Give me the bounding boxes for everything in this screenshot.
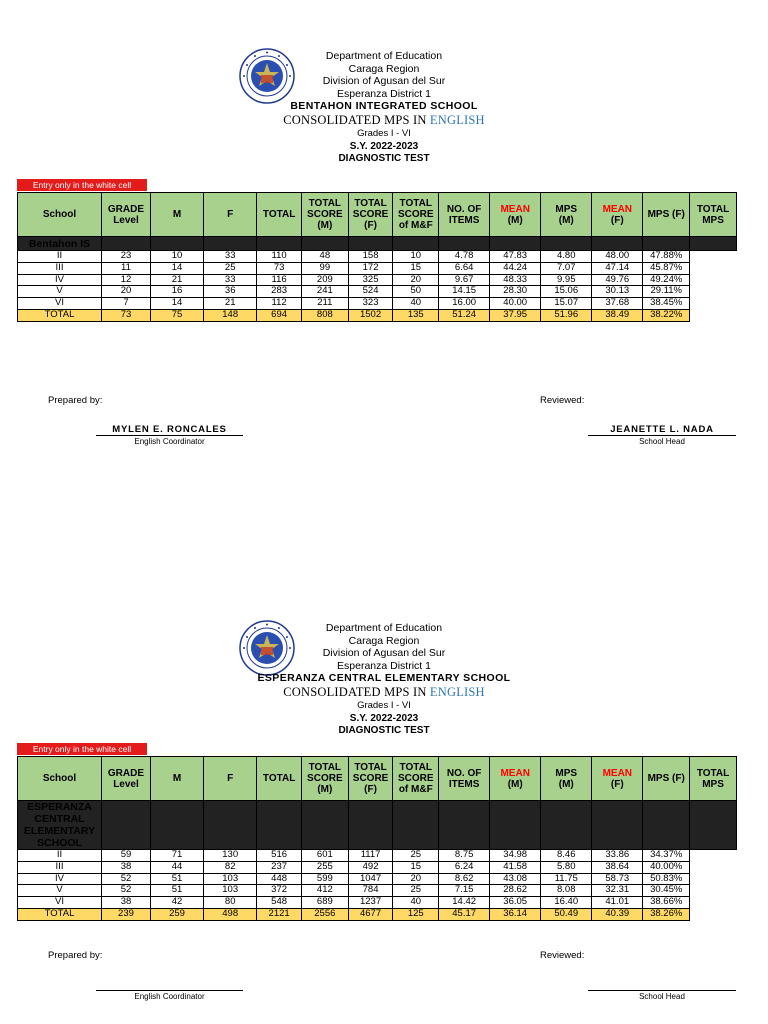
table-row bbox=[18, 251, 737, 263]
table-cell: 73 bbox=[257, 262, 302, 274]
table-cell: 71 bbox=[150, 850, 203, 862]
table-cell: 40 bbox=[393, 298, 439, 310]
table-cell: 283 bbox=[257, 286, 302, 298]
table-cell: 41.58 bbox=[490, 861, 541, 873]
table-row bbox=[18, 274, 737, 286]
table-cell: 9.95 bbox=[541, 274, 592, 286]
col-total: TOTAL bbox=[257, 193, 302, 237]
total-cell: 38.49 bbox=[592, 309, 643, 321]
table-cell: 42 bbox=[150, 897, 203, 909]
table-cell: 34.37% bbox=[643, 850, 690, 862]
total-row bbox=[18, 309, 737, 321]
table-cell: 14 bbox=[150, 298, 203, 310]
table-cell: 130 bbox=[204, 850, 257, 862]
table-cell: 8.46 bbox=[541, 850, 592, 862]
table-cell: 172 bbox=[348, 262, 393, 274]
prepared-signature bbox=[96, 424, 243, 447]
table-cell: 16 bbox=[150, 286, 203, 298]
reviewed-signature bbox=[588, 424, 736, 447]
col-mps-m: MPS (M) bbox=[541, 757, 592, 801]
blank-row bbox=[18, 801, 737, 850]
table-cell: 9.67 bbox=[439, 274, 490, 286]
col-f: F bbox=[204, 193, 257, 237]
table-cell: 1237 bbox=[348, 897, 393, 909]
table-cell: 11.75 bbox=[541, 873, 592, 885]
total-cell: 38.26% bbox=[643, 908, 690, 920]
division-name: Division of Agusan del Sur bbox=[322, 647, 446, 660]
table-cell: 103 bbox=[204, 873, 257, 885]
table-cell: 32.31 bbox=[592, 885, 643, 897]
mps-table bbox=[17, 756, 737, 921]
table-cell: 33 bbox=[204, 251, 257, 263]
table-cell: 37.68 bbox=[592, 298, 643, 310]
table-cell: 28.30 bbox=[490, 286, 541, 298]
table-cell: 689 bbox=[301, 897, 348, 909]
table-cell: 36.05 bbox=[490, 897, 541, 909]
reviewed-signature bbox=[588, 979, 736, 1002]
total-cell: 2121 bbox=[257, 908, 302, 920]
table-cell: 30.45% bbox=[643, 885, 690, 897]
table-cell: 7.07 bbox=[541, 262, 592, 274]
table-cell: 524 bbox=[348, 286, 393, 298]
total-cell: 498 bbox=[204, 908, 257, 920]
prepared-signature bbox=[96, 979, 243, 1002]
table-cell: 784 bbox=[348, 885, 393, 897]
school-name: ESPERANZA CENTRAL ELEMENTARY SCHOOL bbox=[257, 672, 511, 685]
table-cell: 323 bbox=[348, 298, 393, 310]
table-cell: VI bbox=[18, 897, 102, 909]
table-cell: 8.75 bbox=[439, 850, 490, 862]
total-cell: 4677 bbox=[348, 908, 393, 920]
table-cell: 14.15 bbox=[439, 286, 490, 298]
report-title-prefix: CONSOLIDATED MPS IN bbox=[283, 112, 430, 127]
total-cell: 51.24 bbox=[439, 309, 490, 321]
reviewed-label: Reviewed: bbox=[540, 950, 585, 961]
test-name: DIAGNOSTIC TEST bbox=[338, 153, 430, 165]
total-cell: 148 bbox=[204, 309, 257, 321]
table-cell: 325 bbox=[348, 274, 393, 286]
table-cell: 14 bbox=[150, 262, 203, 274]
school-year: S.Y. 2022-2023 bbox=[349, 712, 419, 724]
table-cell: V bbox=[18, 885, 102, 897]
col-total-score-f: TOTAL SCORE (F) bbox=[348, 193, 393, 237]
table-cell: 47.14 bbox=[592, 262, 643, 274]
table-cell: 25 bbox=[204, 262, 257, 274]
mps-table bbox=[17, 192, 737, 322]
table-cell: 15 bbox=[393, 861, 439, 873]
col-school: School bbox=[18, 193, 102, 237]
table-cell: 44.24 bbox=[490, 262, 541, 274]
table-cell: 4.78 bbox=[439, 251, 490, 263]
school-name: BENTAHON INTEGRATED SCHOOL bbox=[290, 100, 478, 113]
prepared-by-label: Prepared by: bbox=[48, 950, 103, 961]
table-cell: 15 bbox=[393, 262, 439, 274]
table-cell: 211 bbox=[301, 298, 348, 310]
table-cell: 8.62 bbox=[439, 873, 490, 885]
total-cell: 808 bbox=[301, 309, 348, 321]
report-header bbox=[200, 622, 568, 738]
table-cell: 28.62 bbox=[490, 885, 541, 897]
total-cell: 51.96 bbox=[541, 309, 592, 321]
table-cell: 52 bbox=[102, 885, 151, 897]
blank-row bbox=[18, 237, 737, 251]
table-cell: III bbox=[18, 861, 102, 873]
table-cell: 11 bbox=[102, 262, 151, 274]
report-title bbox=[200, 113, 568, 128]
table-cell: 255 bbox=[301, 861, 348, 873]
table-cell: 20 bbox=[393, 873, 439, 885]
table-cell: 6.64 bbox=[439, 262, 490, 274]
region-name: Caraga Region bbox=[348, 62, 420, 75]
grade-rows bbox=[18, 251, 737, 310]
department-name: Department of Education bbox=[325, 622, 443, 634]
table-cell: 601 bbox=[301, 850, 348, 862]
col-f: F bbox=[204, 757, 257, 801]
table-row bbox=[18, 861, 737, 873]
col-total-score-m: TOTAL SCORE (M) bbox=[301, 193, 348, 237]
table-cell: 23 bbox=[102, 251, 151, 263]
table-cell: 40.00% bbox=[643, 861, 690, 873]
reviewed-label: Reviewed: bbox=[540, 395, 585, 406]
table-cell: 38.66% bbox=[643, 897, 690, 909]
table-cell: 43.08 bbox=[490, 873, 541, 885]
district-name: Esperanza District 1 bbox=[337, 87, 431, 100]
total-cell: 45.17 bbox=[439, 908, 490, 920]
reviewed-role: School Head bbox=[639, 992, 685, 1001]
table-cell: 45.87% bbox=[643, 262, 690, 274]
total-cell: 38.22% bbox=[643, 309, 690, 321]
table-cell: 412 bbox=[301, 885, 348, 897]
table-cell: VI bbox=[18, 298, 102, 310]
col-grade: GRADE Level bbox=[102, 193, 151, 237]
table-cell: 29.11% bbox=[643, 286, 690, 298]
table-cell: 51 bbox=[150, 873, 203, 885]
school-label: Bentahon IS bbox=[18, 237, 102, 251]
table-cell: 52 bbox=[102, 873, 151, 885]
table-cell: 4.80 bbox=[541, 251, 592, 263]
table-cell: 38.45% bbox=[643, 298, 690, 310]
total-cell: 75 bbox=[150, 309, 203, 321]
col-grade: GRADE Level bbox=[102, 757, 151, 801]
table-cell: 516 bbox=[257, 850, 302, 862]
table-cell: 15.06 bbox=[541, 286, 592, 298]
table-cell: 50.83% bbox=[643, 873, 690, 885]
grades-range: Grades I - VI bbox=[357, 699, 411, 711]
table-cell: IV bbox=[18, 873, 102, 885]
table-row bbox=[18, 286, 737, 298]
table-cell: 16.00 bbox=[439, 298, 490, 310]
table-cell: 237 bbox=[257, 861, 302, 873]
table-cell: 158 bbox=[348, 251, 393, 263]
table-cell: 38.64 bbox=[592, 861, 643, 873]
prepared-role: English Coordinator bbox=[134, 992, 205, 1001]
table-cell: 25 bbox=[393, 850, 439, 862]
grades-range: Grades I - VI bbox=[357, 127, 411, 139]
total-cell: TOTAL bbox=[18, 309, 102, 321]
report-title bbox=[200, 685, 568, 700]
total-cell: 1502 bbox=[348, 309, 393, 321]
table-cell: 372 bbox=[257, 885, 302, 897]
table-cell: 209 bbox=[301, 274, 348, 286]
table-cell: 20 bbox=[102, 286, 151, 298]
prepared-name-blank bbox=[96, 979, 243, 991]
table-row bbox=[18, 873, 737, 885]
col-school: School bbox=[18, 757, 102, 801]
table-cell: 7.15 bbox=[439, 885, 490, 897]
table-cell: II bbox=[18, 251, 102, 263]
table-cell: 33 bbox=[204, 274, 257, 286]
col-mean-f: MEAN (F) bbox=[592, 193, 643, 237]
report-title-prefix: CONSOLIDATED MPS IN bbox=[283, 684, 430, 699]
table-cell: 10 bbox=[150, 251, 203, 263]
col-total-score-m: TOTAL SCORE (M) bbox=[301, 757, 348, 801]
table-cell: 47.88% bbox=[643, 251, 690, 263]
table-cell: 116 bbox=[257, 274, 302, 286]
table-cell: 241 bbox=[301, 286, 348, 298]
col-items: NO. OF ITEMS bbox=[439, 193, 490, 237]
total-cell: 125 bbox=[393, 908, 439, 920]
district-name: Esperanza District 1 bbox=[337, 659, 431, 672]
total-cell: TOTAL bbox=[18, 908, 102, 920]
prepared-name: MYLEN E. RONCALES bbox=[96, 424, 243, 436]
table-header-row bbox=[18, 757, 737, 801]
table-cell: 51 bbox=[150, 885, 203, 897]
table-cell: 33.86 bbox=[592, 850, 643, 862]
table-cell: 49.76 bbox=[592, 274, 643, 286]
table-cell: II bbox=[18, 850, 102, 862]
table-cell: 103 bbox=[204, 885, 257, 897]
prepared-by-label: Prepared by: bbox=[48, 395, 103, 406]
table-cell: 25 bbox=[393, 885, 439, 897]
table-cell: 7 bbox=[102, 298, 151, 310]
col-mps-f: MPS (F) bbox=[643, 757, 690, 801]
col-total: TOTAL bbox=[257, 757, 302, 801]
table-cell: 59 bbox=[102, 850, 151, 862]
table-cell: 15.07 bbox=[541, 298, 592, 310]
reviewed-name-blank bbox=[588, 979, 736, 991]
subject-name: ENGLISH bbox=[429, 112, 485, 127]
table-cell: V bbox=[18, 286, 102, 298]
table-cell: 112 bbox=[257, 298, 302, 310]
table-cell: 6.24 bbox=[439, 861, 490, 873]
table-cell: 20 bbox=[393, 274, 439, 286]
division-name: Division of Agusan del Sur bbox=[322, 75, 446, 88]
table-cell: 8.08 bbox=[541, 885, 592, 897]
total-cell: 694 bbox=[257, 309, 302, 321]
table-cell: 21 bbox=[150, 274, 203, 286]
table-cell: 49.24% bbox=[643, 274, 690, 286]
table-row bbox=[18, 298, 737, 310]
table-cell: 1047 bbox=[348, 873, 393, 885]
table-row bbox=[18, 262, 737, 274]
table-cell: 21 bbox=[204, 298, 257, 310]
table-cell: 548 bbox=[257, 897, 302, 909]
school-year: S.Y. 2022-2023 bbox=[349, 140, 419, 152]
col-mps-f: MPS (F) bbox=[643, 193, 690, 237]
col-total-score-mf: TOTAL SCORE of M&F bbox=[393, 193, 439, 237]
table-cell: IV bbox=[18, 274, 102, 286]
table-cell: 82 bbox=[204, 861, 257, 873]
col-mean-m: MEAN (M) bbox=[490, 193, 541, 237]
table-cell: 492 bbox=[348, 861, 393, 873]
entry-note: Entry only in the white cell bbox=[17, 179, 147, 191]
table-cell: 110 bbox=[257, 251, 302, 263]
col-total-mps: TOTAL MPS bbox=[690, 193, 737, 237]
col-total-score-mf: TOTAL SCORE of M&F bbox=[393, 757, 439, 801]
table-cell: 80 bbox=[204, 897, 257, 909]
total-cell: 73 bbox=[102, 309, 151, 321]
col-m: M bbox=[150, 757, 203, 801]
table-row bbox=[18, 850, 737, 862]
table-cell: 16.40 bbox=[541, 897, 592, 909]
entry-note: Entry only in the white cell bbox=[17, 743, 147, 755]
col-m: M bbox=[150, 193, 203, 237]
col-items: NO. OF ITEMS bbox=[439, 757, 490, 801]
total-cell: 259 bbox=[150, 908, 203, 920]
table-cell: 48 bbox=[301, 251, 348, 263]
grade-rows bbox=[18, 850, 737, 909]
col-total-score-f: TOTAL SCORE (F) bbox=[348, 757, 393, 801]
table-header-row bbox=[18, 193, 737, 237]
table-cell: 1117 bbox=[348, 850, 393, 862]
total-cell: 50.49 bbox=[541, 908, 592, 920]
table-cell: 5.80 bbox=[541, 861, 592, 873]
table-cell: 40 bbox=[393, 897, 439, 909]
table-cell: 38 bbox=[102, 861, 151, 873]
total-cell: 135 bbox=[393, 309, 439, 321]
region-name: Caraga Region bbox=[348, 634, 420, 647]
total-cell: 2556 bbox=[301, 908, 348, 920]
school-label: ESPERANZA CENTRAL ELEMENTARY SCHOOL bbox=[18, 801, 102, 850]
table-cell: 36 bbox=[204, 286, 257, 298]
table-cell: 448 bbox=[257, 873, 302, 885]
prepared-role: English Coordinator bbox=[134, 437, 205, 446]
report-header bbox=[200, 50, 568, 166]
reviewed-role: School Head bbox=[639, 437, 685, 446]
table-cell: 599 bbox=[301, 873, 348, 885]
col-mean-f: MEAN (F) bbox=[592, 757, 643, 801]
total-cell: 36.14 bbox=[490, 908, 541, 920]
col-mps-m: MPS (M) bbox=[541, 193, 592, 237]
table-cell: 47.83 bbox=[490, 251, 541, 263]
table-cell: 48.00 bbox=[592, 251, 643, 263]
table-cell: 38 bbox=[102, 897, 151, 909]
reviewed-name: JEANETTE L. NADA bbox=[588, 424, 736, 436]
department-name: Department of Education bbox=[325, 50, 443, 62]
test-name: DIAGNOSTIC TEST bbox=[338, 725, 430, 737]
table-cell: 99 bbox=[301, 262, 348, 274]
table-cell: 41.01 bbox=[592, 897, 643, 909]
table-cell: 34.98 bbox=[490, 850, 541, 862]
table-cell: 50 bbox=[393, 286, 439, 298]
total-cell: 239 bbox=[102, 908, 151, 920]
col-mean-m: MEAN (M) bbox=[490, 757, 541, 801]
table-row bbox=[18, 885, 737, 897]
table-cell: 48.33 bbox=[490, 274, 541, 286]
table-cell: 30.13 bbox=[592, 286, 643, 298]
col-total-mps: TOTAL MPS bbox=[690, 757, 737, 801]
table-cell: 14.42 bbox=[439, 897, 490, 909]
subject-name: ENGLISH bbox=[429, 684, 485, 699]
total-cell: 37.95 bbox=[490, 309, 541, 321]
table-row bbox=[18, 897, 737, 909]
table-cell: 10 bbox=[393, 251, 439, 263]
table-cell: 12 bbox=[102, 274, 151, 286]
total-cell: 40.39 bbox=[592, 908, 643, 920]
table-cell: 58.73 bbox=[592, 873, 643, 885]
table-cell: 44 bbox=[150, 861, 203, 873]
table-cell: III bbox=[18, 262, 102, 274]
total-row bbox=[18, 908, 737, 920]
table-cell: 40.00 bbox=[490, 298, 541, 310]
